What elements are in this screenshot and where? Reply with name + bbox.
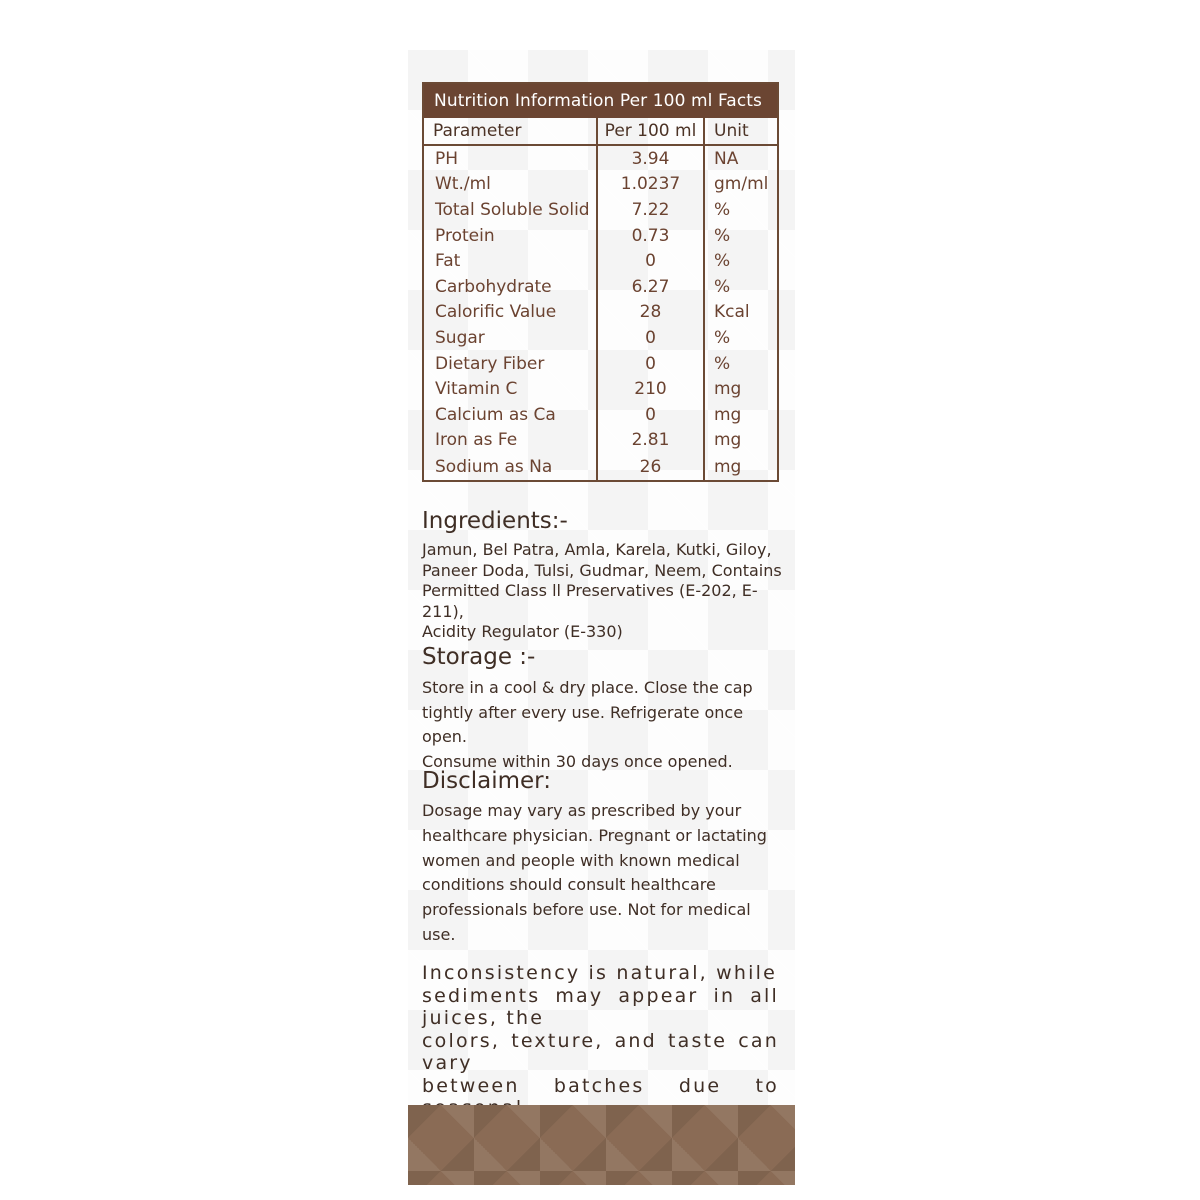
disclaimer-line: conditions should consult healthcare — [422, 875, 716, 895]
ingredients-line: Acidity Regulator (E-330) — [422, 622, 623, 641]
note-line: between batches due to — [422, 1074, 779, 1097]
storage-line: tightly after every use. Refrigerate once open. — [422, 702, 744, 746]
nutrition-parameter-cell: Calorific Value — [424, 300, 598, 326]
nutrition-parameter-cell: Wt./ml — [424, 172, 598, 198]
ingredients-heading: Ingredients:- — [422, 508, 568, 534]
ingredients-line: Permitted Class ll Preservatives (E-202, E-211), — [422, 581, 758, 621]
nutrition-parameter-cell: Vitamin C — [424, 376, 598, 402]
nutrition-unit-cell: % — [714, 353, 731, 374]
nutrition-unit-cell: mg — [714, 430, 742, 451]
nutrition-row — [424, 351, 777, 377]
nutrition-unit-cell: % — [714, 225, 731, 246]
nutrition-unit-cell: % — [714, 199, 731, 220]
decorative-footer-band — [408, 1105, 795, 1185]
nutrition-parameter-cell: Iron as Fe — [424, 428, 598, 454]
disclaimer-line: professionals before use. Not for medical — [422, 900, 751, 920]
nutrition-table-title: Nutrition Information Per 100 ml Facts — [424, 84, 777, 118]
header-unit: Unit — [714, 121, 749, 141]
nutrition-parameter-cell: Protein — [424, 223, 598, 249]
nutrition-value-cell: 3.94 — [598, 146, 705, 172]
nutrition-value-cell: 7.22 — [598, 197, 705, 223]
nutrition-unit-cell: mg — [714, 379, 742, 400]
nutrition-row — [424, 223, 777, 249]
disclaimer-line: use. — [422, 924, 456, 944]
disclaimer-heading: Disclaimer: — [422, 768, 551, 794]
nutrition-parameter-cell: Dietary Fiber — [424, 351, 598, 377]
storage-section — [422, 644, 787, 774]
disclaimer-line: women and people with known medical — [422, 850, 740, 870]
nutrition-unit-cell: NA — [714, 148, 739, 169]
nutrition-row — [424, 197, 777, 223]
nutrition-row — [424, 453, 777, 480]
nutrition-row — [424, 402, 777, 428]
note-line: colors, texture, and taste can vary — [422, 1029, 779, 1074]
nutrition-table — [422, 82, 779, 482]
nutrition-parameter-cell: Sugar — [424, 325, 598, 351]
nutrition-value-cell: 26 — [598, 453, 705, 480]
nutrition-parameter-cell: Carbohydrate — [424, 274, 598, 300]
ingredients-text — [422, 540, 787, 643]
ingredients-section — [422, 508, 787, 643]
header-per-100ml: Per 100 ml — [598, 118, 705, 144]
ingredients-line: Paneer Doda, Tulsi, Gudmar, Neem, Contains — [422, 560, 782, 580]
disclaimer-line: Dosage may vary as prescribed by your — [422, 801, 742, 820]
nutrition-unit-cell: mg — [714, 456, 742, 477]
nutrition-row — [424, 172, 777, 198]
nutrition-row — [424, 325, 777, 351]
nutrition-row — [424, 428, 777, 454]
nutrition-row — [424, 274, 777, 300]
nutrition-row — [424, 248, 777, 274]
nutrition-table-body — [424, 146, 777, 480]
nutrition-value-cell: 2.81 — [598, 428, 705, 454]
storage-heading: Storage :- — [422, 644, 536, 670]
storage-text — [422, 676, 787, 774]
nutrition-unit-cell: Kcal — [714, 302, 750, 323]
nutrition-value-cell: 0.73 — [598, 223, 705, 249]
storage-line: Store in a cool & dry place. Close the cap — [422, 678, 753, 697]
nutrition-unit-cell: % — [714, 251, 731, 272]
note-line: sediments may appear in all juices, the — [422, 984, 779, 1029]
disclaimer-section — [422, 768, 787, 948]
nutrition-row — [424, 376, 777, 402]
nutrition-parameter-cell: Total Soluble Solid — [424, 197, 598, 223]
nutrition-value-cell: 0 — [598, 325, 705, 351]
header-parameter: Parameter — [424, 118, 598, 144]
nutrition-unit-cell: mg — [714, 404, 742, 425]
nutrition-value-cell: 1.0237 — [598, 172, 705, 198]
disclaimer-text — [422, 799, 767, 948]
nutrition-value-cell: 28 — [598, 300, 705, 326]
product-label-panel — [408, 50, 795, 1185]
nutrition-parameter-cell: Fat — [424, 248, 598, 274]
nutrition-parameter-cell: Sodium as Na — [424, 453, 598, 480]
nutrition-table-header-row — [424, 118, 777, 146]
nutrition-value-cell: 210 — [598, 376, 705, 402]
nutrition-value-cell: 0 — [598, 402, 705, 428]
note-line: Inconsistency is natural, while — [422, 962, 777, 984]
storage-line: Consume within 30 days once opened. — [422, 751, 733, 771]
nutrition-unit-cell: % — [714, 327, 731, 348]
nutrition-parameter-cell: Calcium as Ca — [424, 402, 598, 428]
nutrition-row — [424, 300, 777, 326]
disclaimer-line: healthcare physician. Pregnant or lactating — [422, 825, 767, 845]
nutrition-unit-cell: gm/ml — [714, 174, 769, 195]
nutrition-value-cell: 6.27 — [598, 274, 705, 300]
nutrition-value-cell: 0 — [598, 351, 705, 377]
ingredients-line: Jamun, Bel Patra, Amla, Karela, Kutki, Giloy, — [422, 540, 772, 559]
nutrition-parameter-cell: PH — [424, 146, 598, 172]
nutrition-row — [424, 146, 777, 172]
nutrition-unit-cell: % — [714, 276, 731, 297]
nutrition-value-cell: 0 — [598, 248, 705, 274]
